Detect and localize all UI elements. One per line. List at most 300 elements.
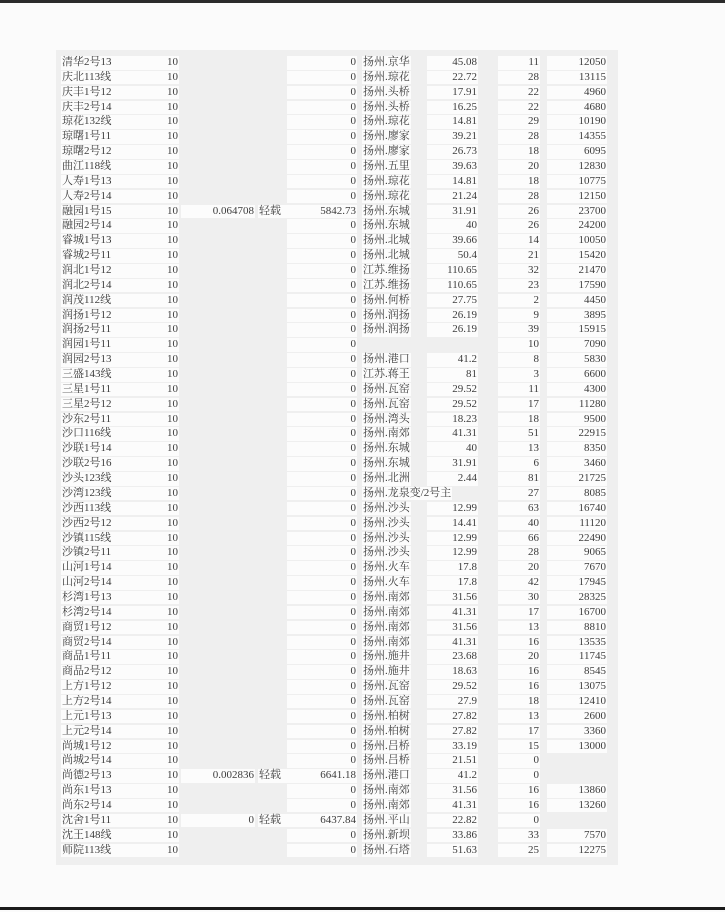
load-rate-cell bbox=[181, 502, 255, 516]
capacity-cell: 13115 bbox=[547, 71, 607, 85]
count-cell: 18 bbox=[498, 413, 540, 427]
table-row bbox=[0, 160, 725, 175]
substation-cell: 扬州.沙头 bbox=[363, 531, 410, 544]
count-cell: 26 bbox=[498, 219, 540, 233]
count-cell: 29 bbox=[498, 115, 540, 129]
length-cell: 22.82 bbox=[427, 814, 478, 828]
line-name-cell: 沙镇115线 bbox=[61, 532, 129, 546]
count-cell: 81 bbox=[498, 472, 540, 486]
substation-cell: 扬州.南郊 bbox=[363, 620, 410, 633]
table-row bbox=[0, 398, 725, 413]
capacity-cell: 23700 bbox=[547, 205, 607, 219]
count-cell: 20 bbox=[498, 160, 540, 174]
substation-cell: 扬州.龙泉变/2号主 bbox=[363, 486, 452, 499]
line-name-cell: 杉湾1号13 bbox=[61, 591, 129, 605]
count-cell: 16 bbox=[498, 636, 540, 650]
load-rate-cell bbox=[181, 532, 255, 546]
voltage-cell: 10 bbox=[129, 71, 179, 85]
length-cell: 17.91 bbox=[427, 86, 478, 100]
count-cell: 51 bbox=[498, 427, 540, 441]
count-cell: 16 bbox=[498, 784, 540, 798]
capacity-cell: 24200 bbox=[547, 219, 607, 233]
length-cell: 12.99 bbox=[427, 532, 478, 546]
count-cell: 16 bbox=[498, 680, 540, 694]
line-name-cell: 尚城2号14 bbox=[61, 754, 129, 768]
capacity-cell: 7670 bbox=[547, 561, 607, 575]
count-cell: 18 bbox=[498, 145, 540, 159]
load-rate-cell bbox=[181, 517, 255, 531]
table-row bbox=[0, 175, 725, 190]
table-row bbox=[0, 309, 725, 324]
flow-value-cell: 0 bbox=[287, 249, 357, 263]
length-cell: 40 bbox=[427, 442, 478, 456]
length-cell: 14.81 bbox=[427, 175, 478, 189]
table-row bbox=[0, 532, 725, 547]
capacity-cell: 12275 bbox=[547, 844, 607, 858]
capacity-cell: 22490 bbox=[547, 532, 607, 546]
voltage-cell: 10 bbox=[129, 368, 179, 382]
line-name-cell: 融园1号15 bbox=[61, 205, 129, 219]
length-cell: 45.08 bbox=[427, 56, 478, 70]
flow-value-cell: 0 bbox=[287, 368, 357, 382]
line-name-cell: 商贸1号12 bbox=[61, 621, 129, 635]
table-row bbox=[0, 650, 725, 665]
count-cell: 16 bbox=[498, 665, 540, 679]
voltage-cell: 10 bbox=[129, 413, 179, 427]
capacity-cell: 17590 bbox=[547, 279, 607, 293]
flow-value-cell: 0 bbox=[287, 101, 357, 115]
voltage-cell: 10 bbox=[129, 145, 179, 159]
line-name-cell: 沙联2号16 bbox=[61, 457, 129, 471]
capacity-cell: 6095 bbox=[547, 145, 607, 159]
table-row bbox=[0, 353, 725, 368]
table-row bbox=[0, 323, 725, 338]
count-cell: 2 bbox=[498, 294, 540, 308]
substation-cell: 扬州.东城 bbox=[363, 204, 410, 217]
substation-cell: 扬州.北洲 bbox=[363, 472, 410, 485]
substation-cell: 扬州.东城 bbox=[363, 442, 410, 455]
voltage-cell: 10 bbox=[129, 784, 179, 798]
substation-cell: 扬州.润扬 bbox=[363, 308, 410, 321]
line-name-cell: 沙西113线 bbox=[61, 502, 129, 516]
table-row bbox=[0, 636, 725, 651]
capacity-cell: 13535 bbox=[547, 636, 607, 650]
substation-cell bbox=[362, 338, 364, 352]
length-cell: 31.56 bbox=[427, 591, 478, 605]
load-rate-cell bbox=[181, 145, 255, 159]
substation-cell: 扬州.瓦窑 bbox=[363, 397, 410, 410]
substation-cell: 扬州.廖家 bbox=[363, 145, 410, 158]
flow-value-cell: 0 bbox=[287, 487, 357, 501]
flow-value-cell: 0 bbox=[287, 115, 357, 129]
length-cell: 23.68 bbox=[427, 650, 478, 664]
table-row bbox=[0, 205, 725, 220]
flow-value-cell: 0 bbox=[287, 546, 357, 560]
capacity-cell: 9065 bbox=[547, 546, 607, 560]
count-cell: 32 bbox=[498, 264, 540, 278]
length-cell: 29.52 bbox=[427, 680, 478, 694]
table-row bbox=[0, 249, 725, 264]
voltage-cell: 10 bbox=[129, 130, 179, 144]
capacity-cell: 12050 bbox=[547, 56, 607, 70]
length-cell: 39.66 bbox=[427, 234, 478, 248]
capacity-cell bbox=[547, 754, 607, 768]
load-rate-cell bbox=[181, 234, 255, 248]
line-name-cell: 三盛143线 bbox=[61, 368, 129, 382]
load-rate-cell bbox=[181, 591, 255, 605]
count-cell: 6 bbox=[498, 457, 540, 471]
count-cell: 17 bbox=[498, 398, 540, 412]
substation-cell: 扬州.南郊 bbox=[363, 798, 410, 811]
load-rate-cell bbox=[181, 427, 255, 441]
flow-value-cell: 0 bbox=[287, 636, 357, 650]
load-rate-cell bbox=[181, 56, 255, 70]
page-bottom-edge-bar bbox=[0, 907, 725, 910]
load-rate-cell bbox=[181, 383, 255, 397]
voltage-cell: 10 bbox=[129, 665, 179, 679]
table-row bbox=[0, 725, 725, 740]
line-name-cell: 琼曙1号11 bbox=[61, 130, 129, 144]
length-cell: 17.8 bbox=[427, 561, 478, 575]
table-row bbox=[0, 383, 725, 398]
capacity-cell: 17945 bbox=[547, 576, 607, 590]
length-cell: 41.31 bbox=[427, 606, 478, 620]
table-row bbox=[0, 279, 725, 294]
capacity-cell: 12150 bbox=[547, 190, 607, 204]
flow-value-cell: 0 bbox=[287, 844, 357, 858]
flow-value-cell: 0 bbox=[287, 532, 357, 546]
length-cell: 39.21 bbox=[427, 130, 478, 144]
length-cell: 29.52 bbox=[427, 383, 478, 397]
substation-cell: 扬州.柏树 bbox=[363, 709, 410, 722]
load-rate-cell bbox=[181, 160, 255, 174]
load-rate-cell: 0.064708 bbox=[181, 205, 255, 219]
table-row bbox=[0, 740, 725, 755]
table-row bbox=[0, 56, 725, 71]
flow-value-cell: 0 bbox=[287, 145, 357, 159]
capacity-cell: 21725 bbox=[547, 472, 607, 486]
table-row bbox=[0, 754, 725, 769]
flow-value-cell: 0 bbox=[287, 219, 357, 233]
load-rate-cell bbox=[181, 353, 255, 367]
voltage-cell: 10 bbox=[129, 636, 179, 650]
voltage-cell: 10 bbox=[129, 517, 179, 531]
length-cell: 21.24 bbox=[427, 190, 478, 204]
flow-value-cell: 5842.73 bbox=[287, 205, 357, 219]
table-row bbox=[0, 101, 725, 116]
capacity-cell: 8810 bbox=[547, 621, 607, 635]
substation-cell: 扬州.南郊 bbox=[363, 784, 410, 797]
load-rate-cell bbox=[181, 442, 255, 456]
flow-value-cell: 0 bbox=[287, 457, 357, 471]
voltage-cell: 10 bbox=[129, 769, 179, 783]
substation-cell: 扬州.廖家 bbox=[363, 130, 410, 143]
flow-value-cell: 0 bbox=[287, 413, 357, 427]
line-name-cell: 润北1号12 bbox=[61, 264, 129, 278]
table-row bbox=[0, 457, 725, 472]
load-rate-cell bbox=[181, 130, 255, 144]
substation-cell: 扬州.头桥 bbox=[363, 85, 410, 98]
table-body bbox=[0, 56, 725, 858]
line-name-cell: 融园2号14 bbox=[61, 219, 129, 233]
line-name-cell: 润北2号14 bbox=[61, 279, 129, 293]
capacity-cell: 7570 bbox=[547, 829, 607, 843]
substation-cell: 扬州.吕桥 bbox=[363, 739, 410, 752]
count-cell: 30 bbox=[498, 591, 540, 605]
count-cell: 28 bbox=[498, 546, 540, 560]
flow-value-cell: 0 bbox=[287, 606, 357, 620]
length-cell: 16.25 bbox=[427, 101, 478, 115]
line-name-cell: 庆丰2号14 bbox=[61, 101, 129, 115]
capacity-cell: 8350 bbox=[547, 442, 607, 456]
length-cell: 26.19 bbox=[427, 323, 478, 337]
table-row bbox=[0, 799, 725, 814]
load-rate-cell bbox=[181, 725, 255, 739]
table-row bbox=[0, 338, 725, 353]
line-name-cell: 尚德2号13 bbox=[61, 769, 129, 783]
load-rate-cell bbox=[181, 309, 255, 323]
count-cell: 63 bbox=[498, 502, 540, 516]
line-name-cell: 沙联1号14 bbox=[61, 442, 129, 456]
load-rate-cell bbox=[181, 368, 255, 382]
table-row bbox=[0, 219, 725, 234]
table-row bbox=[0, 190, 725, 205]
count-cell: 11 bbox=[498, 383, 540, 397]
table-row bbox=[0, 665, 725, 680]
table-row bbox=[0, 769, 725, 784]
capacity-cell: 21470 bbox=[547, 264, 607, 278]
length-cell: 18.63 bbox=[427, 665, 478, 679]
load-rate-cell bbox=[181, 576, 255, 590]
voltage-cell: 10 bbox=[129, 487, 179, 501]
voltage-cell: 10 bbox=[129, 56, 179, 70]
substation-cell: 扬州.南郊 bbox=[363, 427, 410, 440]
voltage-cell: 10 bbox=[129, 86, 179, 100]
line-name-cell: 润园2号13 bbox=[61, 353, 129, 367]
capacity-cell: 11120 bbox=[547, 517, 607, 531]
count-cell: 20 bbox=[498, 650, 540, 664]
voltage-cell: 10 bbox=[129, 710, 179, 724]
table-row bbox=[0, 606, 725, 621]
substation-cell: 扬州.港口 bbox=[363, 353, 410, 366]
flow-value-cell: 0 bbox=[287, 309, 357, 323]
flow-value-cell: 0 bbox=[287, 517, 357, 531]
line-name-cell: 杉湾2号14 bbox=[61, 606, 129, 620]
count-cell: 40 bbox=[498, 517, 540, 531]
table-row bbox=[0, 487, 725, 502]
voltage-cell: 10 bbox=[129, 442, 179, 456]
length-cell: 40 bbox=[427, 219, 478, 233]
line-name-cell: 沙镇2号11 bbox=[61, 546, 129, 560]
substation-cell: 江苏.维扬 bbox=[363, 278, 410, 291]
table-row bbox=[0, 115, 725, 130]
line-name-cell: 三星1号11 bbox=[61, 383, 129, 397]
count-cell: 27 bbox=[498, 487, 540, 501]
line-name-cell: 沈王148线 bbox=[61, 829, 129, 843]
substation-cell: 扬州.润扬 bbox=[363, 323, 410, 336]
count-cell: 10 bbox=[498, 338, 540, 352]
flow-value-cell: 0 bbox=[287, 502, 357, 516]
voltage-cell: 10 bbox=[129, 175, 179, 189]
length-cell: 12.99 bbox=[427, 546, 478, 560]
flow-value-cell: 0 bbox=[287, 740, 357, 754]
line-name-cell: 上方1号12 bbox=[61, 680, 129, 694]
count-cell: 8 bbox=[498, 353, 540, 367]
capacity-cell: 13075 bbox=[547, 680, 607, 694]
substation-cell: 扬州.南郊 bbox=[363, 590, 410, 603]
flow-value-cell: 0 bbox=[287, 665, 357, 679]
substation-cell: 扬州.火车 bbox=[363, 561, 410, 574]
flow-value-cell: 0 bbox=[287, 799, 357, 813]
line-name-cell: 沙东2号11 bbox=[61, 413, 129, 427]
table-row bbox=[0, 502, 725, 517]
line-name-cell: 庆北113线 bbox=[61, 71, 129, 85]
length-cell: 12.99 bbox=[427, 502, 478, 516]
flow-value-cell: 0 bbox=[287, 279, 357, 293]
length-cell: 17.8 bbox=[427, 576, 478, 590]
table-row bbox=[0, 561, 725, 576]
flow-value-cell: 0 bbox=[287, 784, 357, 798]
voltage-cell: 10 bbox=[129, 740, 179, 754]
count-cell: 42 bbox=[498, 576, 540, 590]
line-name-cell: 沙西2号12 bbox=[61, 517, 129, 531]
voltage-cell: 10 bbox=[129, 234, 179, 248]
capacity-cell: 11745 bbox=[547, 650, 607, 664]
length-cell: 41.31 bbox=[427, 799, 478, 813]
flow-value-cell: 0 bbox=[287, 264, 357, 278]
capacity-cell: 15915 bbox=[547, 323, 607, 337]
table-row bbox=[0, 829, 725, 844]
load-rate-cell bbox=[181, 829, 255, 843]
flow-value-cell: 0 bbox=[287, 591, 357, 605]
flow-value-cell: 0 bbox=[287, 561, 357, 575]
load-status-cell: 轻载 bbox=[258, 769, 294, 783]
voltage-cell: 10 bbox=[129, 219, 179, 233]
load-rate-cell bbox=[181, 636, 255, 650]
length-cell: 31.91 bbox=[427, 205, 478, 219]
load-rate-cell bbox=[181, 457, 255, 471]
substation-cell: 扬州.瓦窑 bbox=[363, 382, 410, 395]
load-rate-cell bbox=[181, 398, 255, 412]
load-rate-cell bbox=[181, 844, 255, 858]
flow-value-cell: 0 bbox=[287, 353, 357, 367]
load-rate-cell: 0 bbox=[181, 814, 255, 828]
line-name-cell: 人寿2号14 bbox=[61, 190, 129, 204]
line-name-cell: 师院113线 bbox=[61, 844, 129, 858]
capacity-cell: 8545 bbox=[547, 665, 607, 679]
line-name-cell: 上方2号14 bbox=[61, 695, 129, 709]
load-rate-cell bbox=[181, 606, 255, 620]
capacity-cell: 5830 bbox=[547, 353, 607, 367]
load-rate-cell bbox=[181, 799, 255, 813]
line-name-cell: 沙头123线 bbox=[61, 472, 129, 486]
length-cell: 14.41 bbox=[427, 517, 478, 531]
table-row bbox=[0, 442, 725, 457]
length-cell: 26.73 bbox=[427, 145, 478, 159]
flow-value-cell: 0 bbox=[287, 398, 357, 412]
length-cell: 2.44 bbox=[427, 472, 478, 486]
count-cell: 0 bbox=[498, 754, 540, 768]
count-cell: 13 bbox=[498, 621, 540, 635]
table-row bbox=[0, 86, 725, 101]
capacity-cell: 13860 bbox=[547, 784, 607, 798]
substation-cell: 扬州.湾头 bbox=[363, 412, 410, 425]
capacity-cell: 13000 bbox=[547, 740, 607, 754]
length-cell: 33.86 bbox=[427, 829, 478, 843]
table-row bbox=[0, 591, 725, 606]
flow-value-cell: 0 bbox=[287, 754, 357, 768]
capacity-cell: 3460 bbox=[547, 457, 607, 471]
count-cell: 25 bbox=[498, 844, 540, 858]
capacity-cell: 16740 bbox=[547, 502, 607, 516]
voltage-cell: 10 bbox=[129, 844, 179, 858]
count-cell: 22 bbox=[498, 86, 540, 100]
capacity-cell: 8085 bbox=[547, 487, 607, 501]
load-rate-cell bbox=[181, 754, 255, 768]
voltage-cell: 10 bbox=[129, 264, 179, 278]
voltage-cell: 10 bbox=[129, 814, 179, 828]
length-cell: 27.82 bbox=[427, 725, 478, 739]
voltage-cell: 10 bbox=[129, 725, 179, 739]
voltage-cell: 10 bbox=[129, 799, 179, 813]
count-cell: 13 bbox=[498, 710, 540, 724]
table-row bbox=[0, 621, 725, 636]
line-name-cell: 睿城2号11 bbox=[61, 249, 129, 263]
voltage-cell: 10 bbox=[129, 754, 179, 768]
table-row bbox=[0, 576, 725, 591]
substation-cell: 扬州.施井 bbox=[363, 665, 410, 678]
flow-value-cell: 0 bbox=[287, 175, 357, 189]
count-cell: 66 bbox=[498, 532, 540, 546]
load-rate-cell: 0.002836 bbox=[181, 769, 255, 783]
length-cell: 31.56 bbox=[427, 784, 478, 798]
line-name-cell: 润园1号11 bbox=[61, 338, 129, 352]
flow-value-cell: 0 bbox=[287, 323, 357, 337]
load-status-cell: 轻载 bbox=[258, 814, 294, 828]
load-status-cell: 轻载 bbox=[258, 205, 294, 219]
count-cell: 22 bbox=[498, 101, 540, 115]
table-row bbox=[0, 710, 725, 725]
line-data-table bbox=[0, 56, 725, 858]
voltage-cell: 10 bbox=[129, 829, 179, 843]
count-cell: 23 bbox=[498, 279, 540, 293]
line-name-cell: 润茂112线 bbox=[61, 294, 129, 308]
substation-cell: 扬州.头桥 bbox=[363, 100, 410, 113]
count-cell: 18 bbox=[498, 175, 540, 189]
substation-cell: 扬州.石塔 bbox=[363, 843, 410, 856]
line-name-cell: 润扬1号12 bbox=[61, 309, 129, 323]
count-cell: 28 bbox=[498, 130, 540, 144]
count-cell: 3 bbox=[498, 368, 540, 382]
flow-value-cell: 0 bbox=[287, 234, 357, 248]
load-rate-cell bbox=[181, 740, 255, 754]
line-name-cell: 商品2号12 bbox=[61, 665, 129, 679]
table-row bbox=[0, 71, 725, 86]
flow-value-cell: 6437.84 bbox=[287, 814, 357, 828]
flow-value-cell: 0 bbox=[287, 695, 357, 709]
count-cell: 33 bbox=[498, 829, 540, 843]
line-name-cell: 沈舍1号11 bbox=[61, 814, 129, 828]
substation-cell: 江苏.蒋王 bbox=[363, 368, 410, 381]
line-name-cell: 沙湾123线 bbox=[61, 487, 129, 501]
flow-value-cell: 0 bbox=[287, 86, 357, 100]
voltage-cell: 10 bbox=[129, 621, 179, 635]
substation-cell: 扬州.琼花 bbox=[363, 189, 410, 202]
substation-cell: 扬州.琼花 bbox=[363, 115, 410, 128]
count-cell: 20 bbox=[498, 561, 540, 575]
length-cell: 110.65 bbox=[427, 264, 478, 278]
length-cell: 31.56 bbox=[427, 621, 478, 635]
